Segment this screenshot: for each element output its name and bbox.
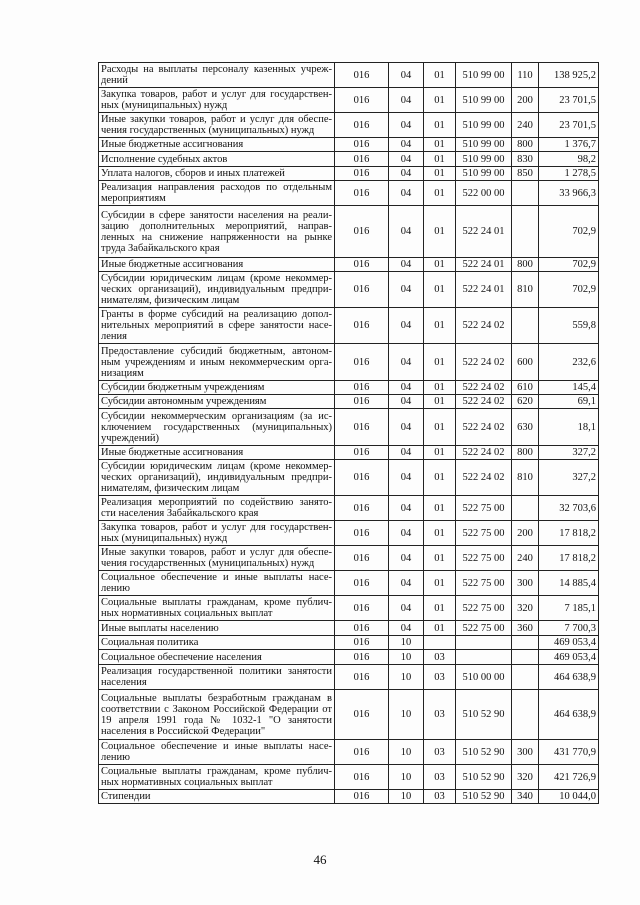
expense-type-code: 800 [512, 258, 539, 272]
row-name: Социальное обеспечение и иные выплаты насе-лению [99, 571, 335, 596]
table-row [99, 521, 599, 546]
amount: 14 885,4 [539, 571, 599, 596]
subsection-code: 01 [424, 496, 456, 521]
row-name: Иные бюджетные ассигнования [99, 138, 335, 152]
section-code: 04 [389, 596, 424, 621]
table-row [99, 790, 599, 804]
subsection-code: 01 [424, 521, 456, 546]
section-code: 04 [389, 621, 424, 636]
row-name: Социальные выплаты гражданам, кроме публич-ных нормативных социальных выплат [99, 765, 335, 790]
section-code: 04 [389, 521, 424, 546]
amount: 7 700,3 [539, 621, 599, 636]
amount: 431 770,9 [539, 740, 599, 765]
section-code: 04 [389, 152, 424, 167]
department-code: 016 [335, 272, 389, 308]
target-article-code: 510 00 00 [456, 665, 512, 690]
subsection-code: 03 [424, 650, 456, 665]
row-name: Уплата налогов, сборов и иных платежей [99, 167, 335, 181]
department-code: 016 [335, 740, 389, 765]
row-name: Стипендии [99, 790, 335, 804]
expense-type-code: 800 [512, 446, 539, 460]
expense-type-code [512, 690, 539, 740]
expense-type-code: 200 [512, 521, 539, 546]
subsection-code [424, 636, 456, 650]
table-row [99, 272, 599, 308]
page-number: 46 [313, 852, 327, 867]
subsection-code: 01 [424, 571, 456, 596]
amount: 32 703,6 [539, 496, 599, 521]
row-name: Иные бюджетные ассигнования [99, 446, 335, 460]
expense-type-code [512, 308, 539, 344]
amount: 1 278,5 [539, 167, 599, 181]
target-article-code: 522 24 02 [456, 460, 512, 496]
section-code: 04 [389, 395, 424, 409]
row-name: Субсидии автономным учреждениям [99, 395, 335, 409]
row-name: Закупка товаров, работ и услуг для государствен-ных (муниципальных) нужд [99, 521, 335, 546]
amount: 7 185,1 [539, 596, 599, 621]
row-name: Социальное обеспечение населения [99, 650, 335, 665]
row-name: Субсидии в сфере занятости населения на реали-зацию дополнительных мероприятий, направ-ленных на снижение напряженности на рынке труда Забайкальского края [99, 206, 335, 258]
expense-type-code: 630 [512, 409, 539, 446]
subsection-code: 01 [424, 138, 456, 152]
row-name: Социальное обеспечение и иные выплаты насе-лению [99, 740, 335, 765]
department-code: 016 [335, 409, 389, 446]
row-name: Реализация мероприятий по содействию занято-сти населения Забайкальского края [99, 496, 335, 521]
subsection-code: 01 [424, 63, 456, 88]
subsection-code: 01 [424, 308, 456, 344]
row-name: Реализация направления расходов по отдельным мероприятиям [99, 181, 335, 206]
target-article-code: 522 00 00 [456, 181, 512, 206]
amount: 98,2 [539, 152, 599, 167]
section-code: 10 [389, 690, 424, 740]
section-code: 04 [389, 138, 424, 152]
amount: 33 966,3 [539, 181, 599, 206]
target-article-code: 522 24 02 [456, 446, 512, 460]
table-row [99, 621, 599, 636]
target-article-code: 522 75 00 [456, 621, 512, 636]
table-row [99, 167, 599, 181]
department-code: 016 [335, 63, 389, 88]
department-code: 016 [335, 665, 389, 690]
amount: 702,9 [539, 272, 599, 308]
department-code: 016 [335, 113, 389, 138]
department-code: 016 [335, 381, 389, 395]
row-name: Закупка товаров, работ и услуг для государствен-ных (муниципальных) нужд [99, 88, 335, 113]
expense-type-code: 850 [512, 167, 539, 181]
section-code: 04 [389, 272, 424, 308]
amount: 1 376,7 [539, 138, 599, 152]
subsection-code: 01 [424, 258, 456, 272]
subsection-code: 03 [424, 665, 456, 690]
expense-type-code [512, 181, 539, 206]
table-row [99, 63, 599, 88]
section-code: 04 [389, 446, 424, 460]
department-code: 016 [335, 571, 389, 596]
table-row [99, 409, 599, 446]
section-code: 04 [389, 167, 424, 181]
amount: 327,2 [539, 446, 599, 460]
table-row [99, 740, 599, 765]
target-article-code: 522 24 02 [456, 409, 512, 446]
target-article-code: 522 75 00 [456, 596, 512, 621]
table-row [99, 258, 599, 272]
amount: 702,9 [539, 258, 599, 272]
subsection-code: 01 [424, 546, 456, 571]
expense-type-code: 810 [512, 460, 539, 496]
department-code: 016 [335, 344, 389, 381]
expense-type-code: 320 [512, 765, 539, 790]
target-article-code [456, 636, 512, 650]
row-name: Иные закупки товаров, работ и услуг для обеспе-чения государственных (муниципальных) нужд [99, 113, 335, 138]
section-code: 04 [389, 88, 424, 113]
department-code: 016 [335, 152, 389, 167]
target-article-code: 510 99 00 [456, 113, 512, 138]
expense-type-code: 110 [512, 63, 539, 88]
amount: 18,1 [539, 409, 599, 446]
target-article-code [456, 650, 512, 665]
table-row [99, 460, 599, 496]
section-code: 04 [389, 496, 424, 521]
amount: 559,8 [539, 308, 599, 344]
row-name: Социальная политика [99, 636, 335, 650]
row-name: Социальные выплаты безработным гражданам в соответствии с Законом Российской Федерации от 19 апреля 1991 года № 1032-1 "О занятости населения в Российской Федерации" [99, 690, 335, 740]
subsection-code: 01 [424, 381, 456, 395]
amount: 17 818,2 [539, 521, 599, 546]
expense-type-code: 300 [512, 740, 539, 765]
section-code: 04 [389, 409, 424, 446]
row-name: Исполнение судебных актов [99, 152, 335, 167]
subsection-code: 03 [424, 790, 456, 804]
section-code: 04 [389, 206, 424, 258]
row-name: Иные закупки товаров, работ и услуг для обеспе-чения государственных (муниципальных) нужд [99, 546, 335, 571]
amount: 469 053,4 [539, 636, 599, 650]
amount: 464 638,9 [539, 665, 599, 690]
expense-type-code [512, 650, 539, 665]
row-name: Иные бюджетные ассигнования [99, 258, 335, 272]
subsection-code: 03 [424, 765, 456, 790]
table-row [99, 496, 599, 521]
row-name: Субсидии юридическим лицам (кроме некоммер-ческих организаций), индивидуальным предпри-нимателям, физическим лицам [99, 272, 335, 308]
table-row [99, 181, 599, 206]
department-code: 016 [335, 138, 389, 152]
subsection-code: 01 [424, 344, 456, 381]
section-code: 04 [389, 258, 424, 272]
table-row [99, 650, 599, 665]
expense-type-code: 240 [512, 113, 539, 138]
department-code: 016 [335, 395, 389, 409]
row-name: Расходы на выплаты персоналу казенных учреж-дений [99, 63, 335, 88]
amount: 469 053,4 [539, 650, 599, 665]
department-code: 016 [335, 546, 389, 571]
department-code: 016 [335, 596, 389, 621]
target-article-code: 510 99 00 [456, 63, 512, 88]
section-code: 04 [389, 546, 424, 571]
table-row [99, 308, 599, 344]
subsection-code: 03 [424, 740, 456, 765]
amount: 327,2 [539, 460, 599, 496]
table-row [99, 665, 599, 690]
expense-type-code: 800 [512, 138, 539, 152]
expense-type-code: 200 [512, 88, 539, 113]
section-code: 10 [389, 790, 424, 804]
table-row [99, 395, 599, 409]
expense-type-code: 620 [512, 395, 539, 409]
section-code: 10 [389, 650, 424, 665]
expense-type-code: 240 [512, 546, 539, 571]
section-code: 04 [389, 571, 424, 596]
amount: 17 818,2 [539, 546, 599, 571]
subsection-code: 01 [424, 206, 456, 258]
section-code: 04 [389, 344, 424, 381]
expense-type-code: 300 [512, 571, 539, 596]
amount: 232,6 [539, 344, 599, 381]
subsection-code: 01 [424, 152, 456, 167]
table-row [99, 546, 599, 571]
table-row [99, 88, 599, 113]
target-article-code: 510 52 90 [456, 740, 512, 765]
target-article-code: 522 75 00 [456, 496, 512, 521]
expense-type-code [512, 636, 539, 650]
target-article-code: 522 24 01 [456, 258, 512, 272]
section-code: 10 [389, 765, 424, 790]
expense-type-code: 320 [512, 596, 539, 621]
table-row [99, 381, 599, 395]
table-row [99, 152, 599, 167]
target-article-code: 522 24 01 [456, 206, 512, 258]
amount: 464 638,9 [539, 690, 599, 740]
table-row [99, 206, 599, 258]
table-row [99, 636, 599, 650]
section-code: 04 [389, 113, 424, 138]
row-name: Реализация государственной политики занятости населения [99, 665, 335, 690]
subsection-code: 01 [424, 446, 456, 460]
department-code: 016 [335, 308, 389, 344]
subsection-code: 01 [424, 460, 456, 496]
row-name: Иные выплаты населению [99, 621, 335, 636]
row-name: Субсидии некоммерческим организациям (за ис-ключением государственных (муниципальных) учреждений) [99, 409, 335, 446]
department-code: 016 [335, 790, 389, 804]
row-name: Гранты в форме субсидий на реализацию допол-нительных мероприятий в сфере занятости насе-ления [99, 308, 335, 344]
expense-type-code [512, 665, 539, 690]
subsection-code: 01 [424, 88, 456, 113]
subsection-code: 03 [424, 690, 456, 740]
department-code: 016 [335, 460, 389, 496]
target-article-code: 510 52 90 [456, 690, 512, 740]
section-code: 10 [389, 636, 424, 650]
amount: 702,9 [539, 206, 599, 258]
row-name: Предоставление субсидий бюджетным, автоном-ным учреждениям и иным некоммерческим орга-низациям [99, 344, 335, 381]
department-code: 016 [335, 765, 389, 790]
target-article-code: 522 24 02 [456, 395, 512, 409]
target-article-code: 522 75 00 [456, 546, 512, 571]
table-row [99, 596, 599, 621]
subsection-code: 01 [424, 596, 456, 621]
amount: 138 925,2 [539, 63, 599, 88]
target-article-code: 522 75 00 [456, 521, 512, 546]
target-article-code: 522 24 02 [456, 344, 512, 381]
section-code: 04 [389, 308, 424, 344]
target-article-code: 522 24 01 [456, 272, 512, 308]
department-code: 016 [335, 690, 389, 740]
target-article-code: 510 99 00 [456, 167, 512, 181]
target-article-code: 510 52 90 [456, 790, 512, 804]
subsection-code: 01 [424, 409, 456, 446]
subsection-code: 01 [424, 181, 456, 206]
row-name: Социальные выплаты гражданам, кроме публич-ных нормативных социальных выплат [99, 596, 335, 621]
subsection-code: 01 [424, 167, 456, 181]
section-code: 04 [389, 181, 424, 206]
department-code: 016 [335, 181, 389, 206]
target-article-code: 522 75 00 [456, 571, 512, 596]
section-code: 10 [389, 740, 424, 765]
department-code: 016 [335, 650, 389, 665]
department-code: 016 [335, 167, 389, 181]
department-code: 016 [335, 521, 389, 546]
expense-type-code: 810 [512, 272, 539, 308]
subsection-code: 01 [424, 621, 456, 636]
department-code: 016 [335, 206, 389, 258]
target-article-code: 510 99 00 [456, 138, 512, 152]
department-code: 016 [335, 446, 389, 460]
subsection-code: 01 [424, 272, 456, 308]
department-code: 016 [335, 88, 389, 113]
section-code: 04 [389, 381, 424, 395]
row-name: Субсидии бюджетным учреждениям [99, 381, 335, 395]
table-row [99, 571, 599, 596]
section-code: 04 [389, 63, 424, 88]
department-code: 016 [335, 496, 389, 521]
expense-type-code: 830 [512, 152, 539, 167]
table-row [99, 765, 599, 790]
table-row [99, 113, 599, 138]
subsection-code: 01 [424, 395, 456, 409]
target-article-code: 510 99 00 [456, 152, 512, 167]
target-article-code: 510 99 00 [456, 88, 512, 113]
target-article-code: 522 24 02 [456, 381, 512, 395]
target-article-code: 522 24 02 [456, 308, 512, 344]
amount: 10 044,0 [539, 790, 599, 804]
table-row [99, 690, 599, 740]
section-code: 10 [389, 665, 424, 690]
expense-type-code [512, 496, 539, 521]
expense-type-code [512, 206, 539, 258]
table-body [99, 63, 599, 804]
amount: 69,1 [539, 395, 599, 409]
department-code: 016 [335, 258, 389, 272]
expense-type-code: 610 [512, 381, 539, 395]
expense-type-code: 360 [512, 621, 539, 636]
amount: 145,4 [539, 381, 599, 395]
target-article-code: 510 52 90 [456, 765, 512, 790]
subsection-code: 01 [424, 113, 456, 138]
department-code: 016 [335, 636, 389, 650]
row-name: Субсидии юридическим лицам (кроме некоммер-ческих организаций), индивидуальным предпри-нимателям, физическим лицам [99, 460, 335, 496]
expense-type-code: 340 [512, 790, 539, 804]
department-code: 016 [335, 621, 389, 636]
budget-table [98, 62, 599, 804]
table-row [99, 138, 599, 152]
amount: 23 701,5 [539, 88, 599, 113]
expense-type-code: 600 [512, 344, 539, 381]
table-row [99, 344, 599, 381]
amount: 421 726,9 [539, 765, 599, 790]
table-row [99, 446, 599, 460]
amount: 23 701,5 [539, 113, 599, 138]
section-code: 04 [389, 460, 424, 496]
